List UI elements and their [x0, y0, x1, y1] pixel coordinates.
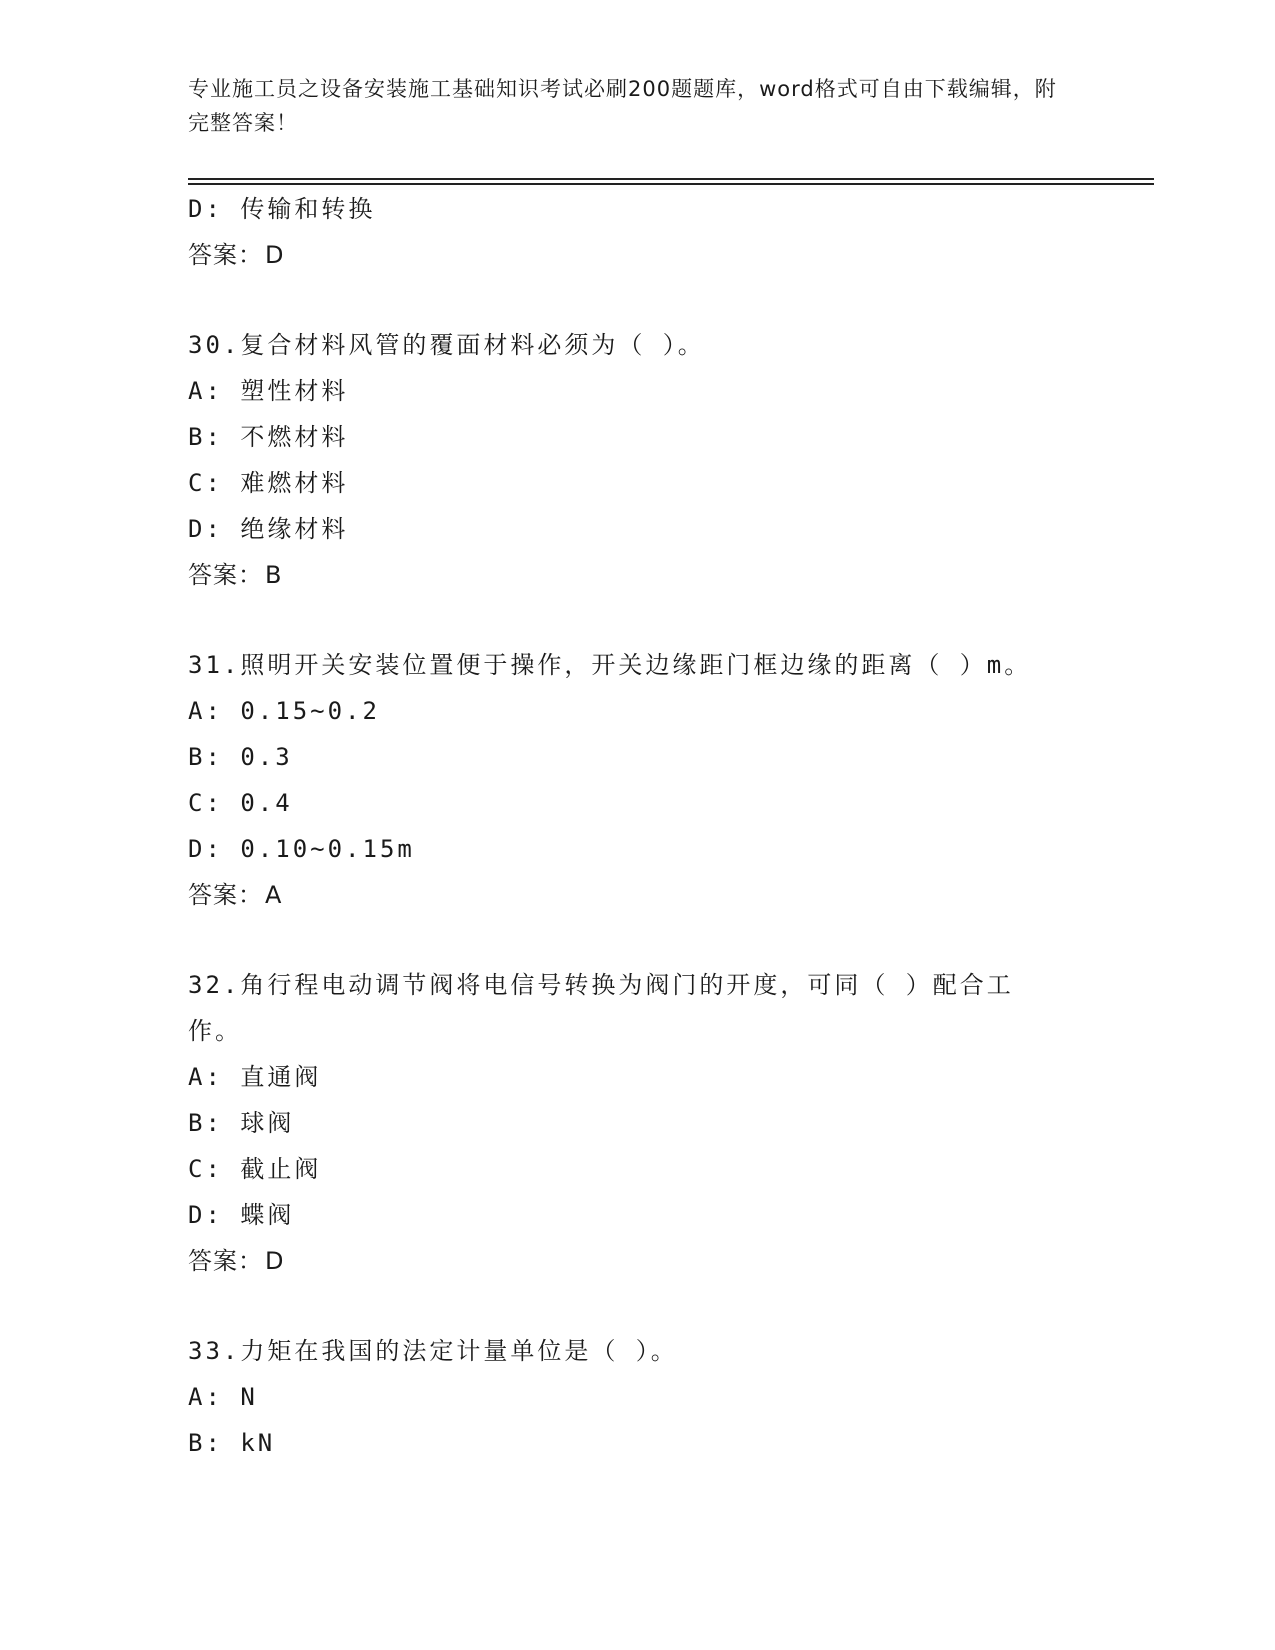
answer-value: D: [265, 241, 285, 269]
header-divider-top: [188, 178, 1154, 180]
option-d: D: 蝶阀: [188, 1201, 295, 1229]
option-d: D: 绝缘材料: [188, 515, 349, 543]
answer-line: [188, 1238, 1078, 1284]
answer-value: D: [265, 1247, 285, 1275]
header-divider-bottom: [188, 183, 1154, 185]
answer-value: B: [265, 561, 283, 589]
option-b: B: 0.3: [188, 743, 293, 771]
answer-label: 答案：: [188, 1247, 263, 1275]
option-b: B: kN: [188, 1429, 276, 1457]
question-stem: 33.力矩在我国的法定计量单位是（ ）。: [188, 1337, 678, 1365]
answer-label: 答案：: [188, 881, 263, 909]
option-c: C: 难燃材料: [188, 469, 349, 497]
question-stem: 32.角行程电动调节阀将电信号转换为阀门的开度，可同（ ）配合工作。: [188, 971, 1014, 1045]
question-stem: 31.照明开关安装位置便于操作，开关边缘距门框边缘的距离（ ）m。: [188, 651, 1032, 679]
answer-line: [188, 872, 1078, 918]
option-a: A: 塑性材料: [188, 377, 349, 405]
option-d: D: 0.10~0.15m: [188, 835, 415, 863]
option-b: B: 球阀: [188, 1109, 295, 1137]
option-a: A: 直通阀: [188, 1063, 322, 1091]
option-b: B: 不燃材料: [188, 423, 349, 451]
answer-value: A: [265, 881, 283, 909]
answer-line: [188, 232, 1078, 278]
document-header-title: 专业施工员之设备安装施工基础知识考试必刷200题题库，word格式可自由下载编辑，附完整答案！: [188, 77, 1057, 135]
answer-label: 答案：: [188, 561, 263, 589]
answer-label: 答案：: [188, 241, 263, 269]
option-d: D: 传输和转换: [188, 195, 376, 223]
answer-line: [188, 552, 1078, 598]
question-stem: 30.复合材料风管的覆面材料必须为（ ）。: [188, 331, 705, 359]
option-a: A: 0.15~0.2: [188, 697, 380, 725]
option-a: A: N: [188, 1383, 258, 1411]
option-c: C: 0.4: [188, 789, 293, 817]
option-c: C: 截止阀: [188, 1155, 322, 1183]
question-list: [188, 186, 1078, 1466]
